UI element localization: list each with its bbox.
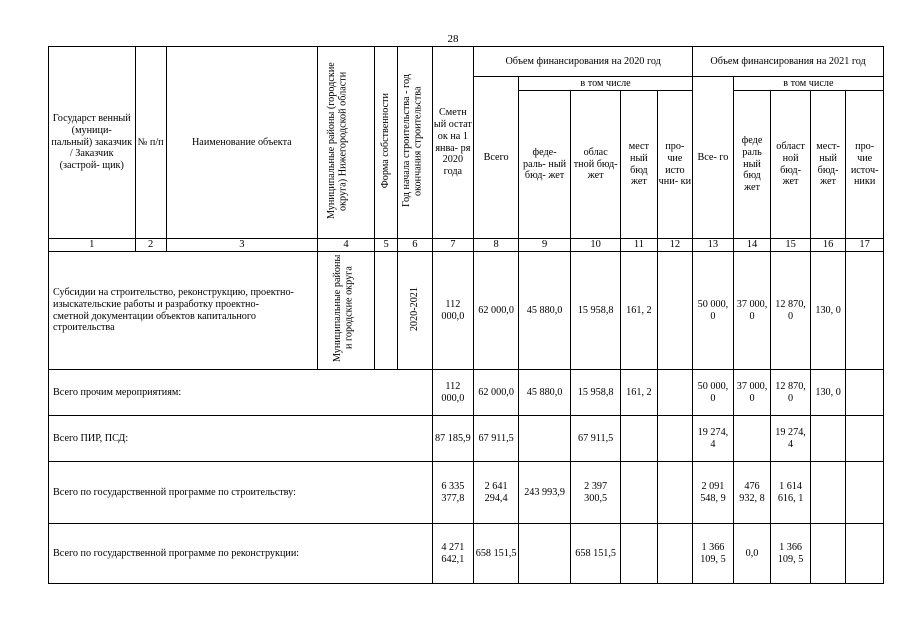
header-other-2021: про- чие источ- ники: [846, 91, 884, 239]
header-local-2020: мест ный бюд жет: [621, 91, 657, 239]
header-district: Муниципальные районы (городские округа) Нижегородской области: [317, 47, 374, 239]
cell-c9: [519, 524, 571, 584]
subsidy-name: Субсидии на строительство, реконструкцию, проектно-изыскательские работы и разработку проектно-сметной документации объектов капитального строительства: [49, 252, 318, 370]
cell-c10: 2 397 300,5: [571, 462, 621, 524]
cell-c8: 658 151,5: [474, 524, 519, 584]
subsidy-years: 2020-2021: [398, 252, 432, 370]
cell-c11: [621, 462, 657, 524]
page-number: 28: [447, 33, 459, 45]
header-incl-2021: в том числе: [733, 77, 883, 91]
cell-c14: 0,0: [733, 524, 771, 584]
header-regional-2021: област ной бюд- жет: [771, 91, 811, 239]
cell-c10: 15 958,8: [571, 370, 621, 416]
table-row: [49, 416, 884, 462]
financing-table: [48, 46, 884, 584]
header-remainder: Сметн ый остат ок на 1 янва- ря 2020 года: [432, 47, 474, 239]
header-years: Год начала строительства - год окончания строительства: [398, 47, 432, 239]
cell-c16: 130, 0: [810, 252, 845, 370]
table-row: [49, 462, 884, 524]
col-number: 11: [621, 239, 657, 252]
cell-c15: 19 274, 4: [771, 416, 811, 462]
header-federal-2021: феде раль ный бюд жет: [733, 91, 771, 239]
col-number: 5: [375, 239, 398, 252]
col-number: 14: [733, 239, 771, 252]
header-name: Наименование объекта: [166, 47, 317, 239]
header-incl-2020: в том числе: [519, 77, 693, 91]
cell-c16: [810, 416, 845, 462]
cell-c14: [733, 416, 771, 462]
cell-c7: 4 271 642,1: [432, 524, 474, 584]
cell-c10: 67 911,5: [571, 416, 621, 462]
cell-c13: 50 000, 0: [693, 252, 734, 370]
cell-c14: 37 000, 0: [733, 252, 771, 370]
table-row: [49, 370, 884, 416]
cell-c11: [621, 416, 657, 462]
col-number: 8: [474, 239, 519, 252]
cell-c16: [810, 462, 845, 524]
col-number: 3: [166, 239, 317, 252]
table-row: [49, 524, 884, 584]
subsidy-ownership: [375, 252, 398, 370]
header-num: № п/п: [135, 47, 166, 239]
cell-c14: 476 932, 8: [733, 462, 771, 524]
cell-c7: 87 185,9: [432, 416, 474, 462]
cell-c7: 6 335 377,8: [432, 462, 474, 524]
header-other-2020: про- чие исто чни- ки: [657, 91, 692, 239]
cell-c9: 45 880,0: [519, 370, 571, 416]
col-number: 15: [771, 239, 811, 252]
total-label: Всего ПИР, ПСД:: [49, 416, 433, 462]
col-number: 4: [317, 239, 374, 252]
col-number: 12: [657, 239, 692, 252]
cell-c8: 62 000,0: [474, 370, 519, 416]
cell-c9: 243 993,9: [519, 462, 571, 524]
cell-c15: 1 366 109, 5: [771, 524, 811, 584]
cell-c11: 161, 2: [621, 370, 657, 416]
cell-c13: 19 274, 4: [693, 416, 734, 462]
col-number: 17: [846, 239, 884, 252]
cell-c16: 130, 0: [810, 370, 845, 416]
cell-c15: 12 870, 0: [771, 370, 811, 416]
header-regional-2020: облас тной бюд- жет: [571, 91, 621, 239]
col-number: 1: [49, 239, 136, 252]
header-customer: Государст венный (муници- пальный) заказчик / Заказчик (застрой- щик): [49, 47, 136, 239]
cell-c10: 15 958,8: [571, 252, 621, 370]
cell-c13: 50 000, 0: [693, 370, 734, 416]
cell-c17: [846, 416, 884, 462]
cell-c9: [519, 416, 571, 462]
header-ownership: Форма собственности: [375, 47, 398, 239]
header-total-2020: Всего: [474, 77, 519, 239]
cell-c12: [657, 252, 692, 370]
cell-c14: 37 000, 0: [733, 370, 771, 416]
header-local-2021: мест- ный бюд- жет: [810, 91, 845, 239]
cell-c17: [846, 462, 884, 524]
header-federal-2020: феде- раль- ный бюд- жет: [519, 91, 571, 239]
header-fin-2021: Объем финансирования на 2021 год: [693, 47, 884, 77]
cell-c8: 62 000,0: [474, 252, 519, 370]
col-number: 9: [519, 239, 571, 252]
cell-c12: [657, 524, 692, 584]
cell-c13: 2 091 548, 9: [693, 462, 734, 524]
cell-c12: [657, 370, 692, 416]
cell-c16: [810, 524, 845, 584]
col-number: 10: [571, 239, 621, 252]
cell-c11: 161, 2: [621, 252, 657, 370]
cell-c8: 67 911,5: [474, 416, 519, 462]
cell-c7: 112 000,0: [432, 370, 474, 416]
col-number: 2: [135, 239, 166, 252]
cell-c17: [846, 370, 884, 416]
cell-c7: 112 000,0: [432, 252, 474, 370]
cell-c9: 45 880,0: [519, 252, 571, 370]
cell-c17: [846, 524, 884, 584]
cell-c10: 658 151,5: [571, 524, 621, 584]
subsidy-district: Муниципальные районы и городские округа: [317, 252, 374, 370]
cell-c15: 1 614 616, 1: [771, 462, 811, 524]
cell-c13: 1 366 109, 5: [693, 524, 734, 584]
header-total-2021: Все- го: [693, 77, 734, 239]
col-number: 16: [810, 239, 845, 252]
cell-c17: [846, 252, 884, 370]
col-number: 13: [693, 239, 734, 252]
total-label: Всего по государственной программе по реконструкции:: [49, 524, 433, 584]
cell-c11: [621, 524, 657, 584]
total-label: Всего по государственной программе по строительству:: [49, 462, 433, 524]
header-fin-2020: Объем финансирования на 2020 год: [474, 47, 693, 77]
cell-c8: 2 641 294,4: [474, 462, 519, 524]
cell-c15: 12 870, 0: [771, 252, 811, 370]
col-number: 6: [398, 239, 432, 252]
total-label: Всего прочим мероприятиям:: [49, 370, 433, 416]
cell-c12: [657, 462, 692, 524]
cell-c12: [657, 416, 692, 462]
col-number: 7: [432, 239, 474, 252]
table-row: [49, 252, 884, 370]
